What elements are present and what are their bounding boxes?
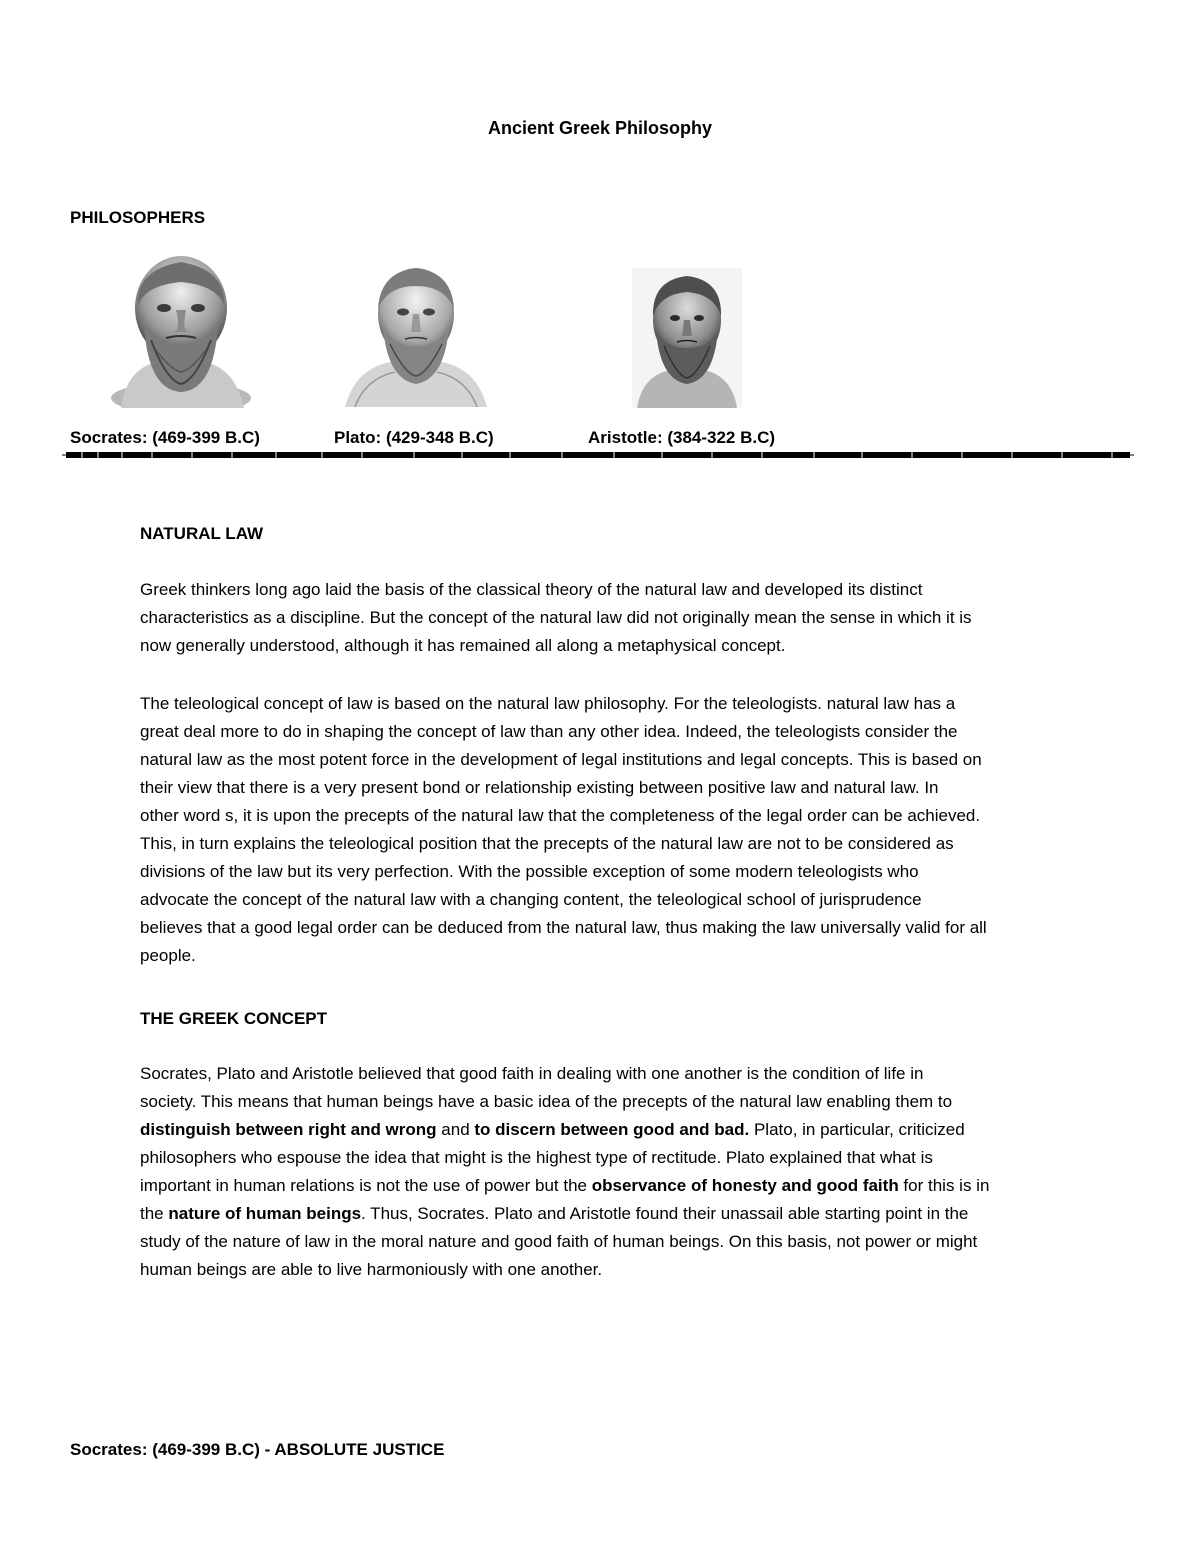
paragraph-line: believes that a good legal order can be deduced from the natural law, thus making the law universally valid for all [140,918,987,937]
greek-concept-heading: THE GREEK CONCEPT [140,1009,328,1028]
paragraph-line: other word s, it is upon the precepts of the natural law that the completeness of the legal order can be achieved. [140,806,981,825]
paragraph-line: divisions of the law but its very perfection. With the possible exception of some modern teleologists who [140,862,919,881]
paragraph-line: now generally understood, although it has remained all along a metaphysical concept. [140,636,786,655]
paragraph-text: and [436,1120,475,1139]
caption-socrates: Socrates: (469-399 B.C) [70,428,260,447]
caption-plato: Plato: (429-348 B.C) [334,428,494,447]
paragraph-line: their view that there is a very present bond or relationship existing between positive law and natural law. In [140,778,939,797]
plato-portrait [345,264,487,407]
paragraph-line: great deal more to do in shaping the concept of law than any other idea. Indeed, the teleologists consider the [140,722,958,741]
paragraph-text: the [140,1204,169,1223]
paragraph-text: Plato, in particular, criticized [749,1120,965,1139]
natural-law-paragraph-2 [140,690,1140,970]
paragraph-line: Greek thinkers long ago laid the basis of the classical theory of the natural law and developed its distinct [140,580,923,599]
emphasis-text: distinguish between right and wrong [140,1120,437,1139]
emphasis-text: nature of human beings [168,1204,362,1223]
paragraph-line: society. This means that human beings have a basic idea of the precepts of the natural law enabling them to [140,1092,953,1111]
footer-heading: Socrates: (469-399 B.C) - ABSOLUTE JUSTICE [70,1440,445,1459]
paragraph-line: people. [140,946,196,965]
paragraph-line: This, in turn explains the teleological position that the precepts of the natural law are not to be considered as [140,834,954,853]
paragraph-line: characteristics as a discipline. But the concept of the natural law did not originally mean the sense in which it is [140,608,972,627]
aristotle-portrait [632,268,742,408]
paragraph-line: Socrates, Plato and Aristotle believed that good faith in dealing with one another is the condition of life in [140,1064,924,1083]
greek-concept-paragraph [140,1060,1140,1284]
emphasis-text: observance of honesty and good faith [591,1176,899,1195]
paragraph-line: natural law as the most potent force in the development of legal institutions and legal concepts. This is based on [140,750,982,769]
philosophers-heading: PHILOSOPHERS [70,208,206,227]
paragraph-line: philosophers who espouse the idea that might is the highest type of rectitude. Plato explained that what is [140,1148,933,1167]
paragraph-line [140,1200,1140,1228]
paragraph-text: . Thus, Socrates. Plato and Aristotle found their unassail able starting point in the [361,1204,969,1223]
natural-law-paragraph-1 [140,576,1140,660]
caption-aristotle: Aristotle: (384-322 B.C) [588,428,776,447]
paragraph-line: The teleological concept of law is based on the natural law philosophy. For the teleologists. natural law has a [140,694,956,713]
paragraph-line [140,1116,1140,1144]
paragraph-line [140,1172,1140,1200]
section-divider [62,451,1134,459]
natural-law-heading: NATURAL LAW [140,524,264,543]
paragraph-line: study of the nature of law in the moral nature and good faith of human beings. On this basis, not power or might [140,1232,978,1251]
paragraph-text: for this is in [898,1176,990,1195]
emphasis-text: to discern between good and bad. [474,1120,750,1139]
paragraph-line: human beings are able to live harmoniously with one another. [140,1260,603,1279]
paragraph-text: important in human relations is not the use of power but the [140,1176,592,1195]
page-title: Ancient Greek Philosophy [487,118,713,138]
socrates-portrait [96,250,266,408]
paragraph-line: advocate the concept of the natural law with a changing content, the teleological school of jurisprudence [140,890,922,909]
